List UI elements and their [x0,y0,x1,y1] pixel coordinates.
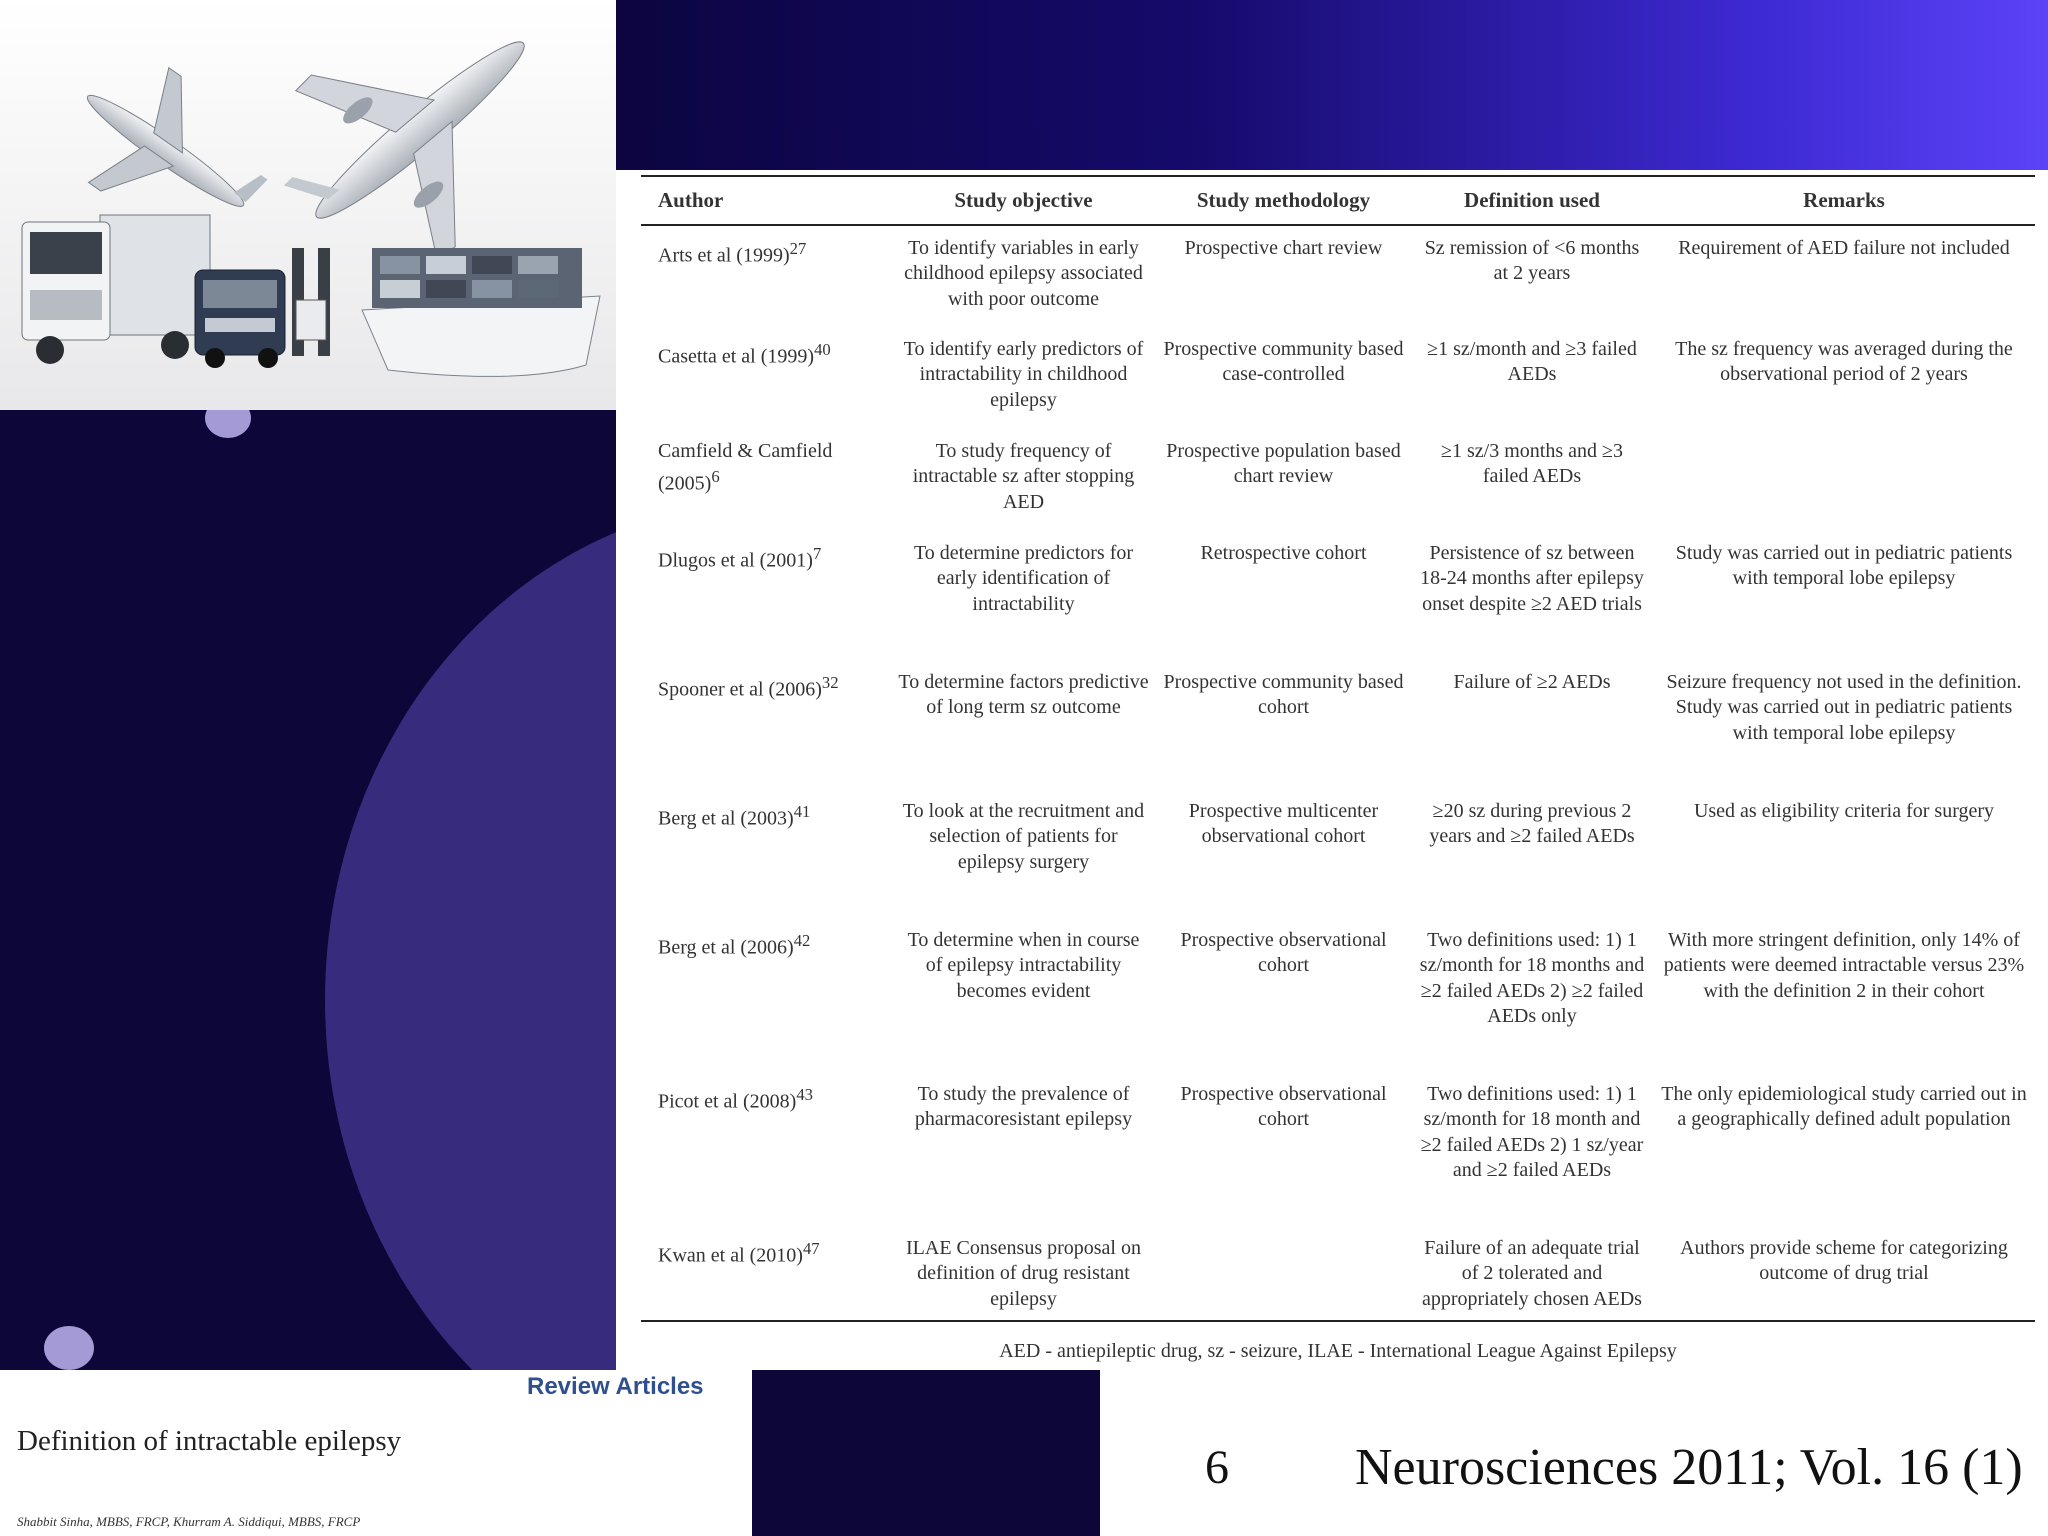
remarks-cell: Requirement of AED failure not included [1678,236,2010,259]
remarks-cell: The only epidemiological study carried out in a geographically defined adult population [1661,1082,2027,1130]
remarks-cell: Seizure frequency not used in the definition. Study was carried out in pediatric patients with temporal lobe epilepsy [1666,670,2022,744]
reference-number: 43 [796,1084,813,1104]
author-name: Kwan et al (2010) [658,1244,803,1267]
remarks-cell: The sz frequency was averaged during the observational period of 2 years [1675,337,2013,385]
table-row [641,789,2035,918]
table-top-rule [641,175,2035,177]
definition-cell: Failure of ≥2 AEDs [1453,670,1611,693]
table-row [641,531,2035,660]
objective-cell: To identify early predictors of intractability in childhood epilepsy [903,337,1144,411]
author-name: Dlugos et al (2001) [658,549,813,572]
table-panel [616,170,2048,1370]
objective-cell: To study the prevalence of pharmacoresistant epilepsy [914,1082,1133,1130]
left-background [0,410,616,1370]
table-row [641,1072,2035,1226]
author-cell [641,531,891,660]
table-header-row [641,178,2035,225]
header-study-methodology: Study methodology [1156,178,1411,225]
article-authors: Shabbit Sinha, MBBS, FRCP, Khurram A. Siddiqui, MBBS, FRCP [17,1514,361,1529]
author-cell [641,660,891,789]
author-cell [641,1072,891,1226]
objective-cell: To determine factors predictive of long term sz outcome [898,670,1149,718]
methodology-cell [1156,1226,1411,1322]
bottom-navy-block [752,1370,1100,1536]
top-banner [616,0,2048,170]
methodology-cell: Prospective observational cohort [1180,928,1387,976]
van-icon [195,270,285,368]
table-row [641,1226,2035,1322]
methodology-cell: Prospective observational cohort [1180,1082,1387,1130]
accent-dot-bottom [44,1326,94,1370]
remarks-cell [1653,429,2035,531]
author-name: Casetta et al (1999) [658,345,815,368]
objective-cell: To determine when in course of epilepsy intractability becomes evident [907,928,1140,1002]
remarks-cell: With more stringent definition, only 14% of patients were deemed intractable versus 23% with the definition 2 in their cohort [1663,928,2025,1002]
section-label: Review Articles [527,1373,704,1400]
definition-cell: Sz remission of <6 months at 2 years [1424,236,1640,284]
table-row [641,225,2035,327]
table-row [641,918,2035,1072]
objective-cell: To determine predictors for early identification of intractability [913,541,1134,615]
author-cell [641,327,891,429]
intractable-epilepsy-table [641,178,2035,1322]
author-name: Camfield & Camfield (2005) [658,439,833,495]
article-title: Definition of intractable epilepsy [17,1425,402,1457]
methodology-cell: Prospective community based case-controlled [1163,337,1404,385]
definition-cell: ≥20 sz during previous 2 years and ≥2 failed AEDs [1429,799,1635,847]
methodology-cell: Prospective population based chart review [1166,439,1401,487]
transport-photo [0,0,616,410]
author-name: Berg et al (2006) [658,936,794,959]
reference-number: 7 [812,543,822,563]
header-remarks: Remarks [1653,178,2035,225]
author-cell [641,789,891,918]
remarks-cell: Authors provide scheme for categorizing outcome of drug trial [1653,1226,2035,1322]
objective-cell: To look at the recruitment and selection of patients for epilepsy surgery [902,799,1145,873]
methodology-cell: Prospective community based cohort [1163,670,1404,718]
remarks-cell: Study was carried out in pediatric patients with temporal lobe epilepsy [1675,541,2013,589]
definition-cell: Failure of an adequate trial of 2 tolerated and appropriately chosen AEDs [1411,1226,1653,1322]
author-cell [641,1226,891,1322]
decorative-swoosh [325,500,616,1370]
objective-cell: To identify variables in early childhood epilepsy associated with poor outcome [904,236,1143,310]
author-name: Arts et al (1999) [658,244,790,267]
header-definition-used: Definition used [1411,178,1653,225]
header-author: Author [641,178,891,225]
author-cell [641,225,891,327]
author-name: Spooner et al (2006) [658,678,822,701]
author-cell [641,429,891,531]
author-name: Berg et al (2003) [658,807,794,830]
table-footnote: AED - antiepileptic drug, sz - seizure, ILAE - International League Against Epilepsy [999,1340,1677,1362]
page-number: 6 [1205,1441,1229,1494]
reference-number: 32 [821,672,839,692]
definition-cell: Persistence of sz between 18-24 months after epilepsy onset despite ≥2 AED trials [1420,541,1644,615]
remarks-cell: Used as eligibility criteria for surgery [1693,799,1995,822]
logistics-transport-image [0,0,616,410]
header-study-objective: Study objective [891,178,1156,225]
author-cell [641,918,891,1072]
reference-number: 27 [789,238,807,258]
methodology-cell: Prospective chart review [1184,236,1383,259]
definition-cell: ≥1 sz/month and ≥3 failed AEDs [1427,337,1637,385]
reference-number: 6 [711,467,720,486]
definition-cell: Two definitions used: 1) 1 sz/month for 18 month and ≥2 failed AEDs 2) 1 sz/year and ≥2 failed AEDs [1420,1082,1644,1181]
journal-citation: Neurosciences 2011; Vol. 16 (1) [1355,1439,2023,1496]
definition-cell: ≥1 sz/3 months and ≥3 failed AEDs [1441,439,1623,487]
reference-number: 47 [802,1238,820,1258]
author-name: Picot et al (2008) [658,1090,797,1113]
objective-cell: ILAE Consensus proposal on definition of drug resistant epilepsy [891,1226,1156,1322]
reference-number: 42 [793,930,811,950]
cargo-ship-icon [362,248,600,376]
table-row [641,660,2035,789]
table-row [641,327,2035,429]
reference-number: 40 [814,339,831,359]
reference-number: 41 [793,801,811,821]
table-row [641,429,2035,531]
methodology-cell: Prospective multicenter observational cohort [1188,799,1379,847]
objective-cell: To study frequency of intractable sz after stopping AED [912,439,1135,513]
definition-cell: Two definitions used: 1) 1 sz/month for 18 months and ≥2 failed AEDs 2) ≥2 failed AEDs only [1419,928,1645,1027]
methodology-cell: Retrospective cohort [1200,541,1367,564]
